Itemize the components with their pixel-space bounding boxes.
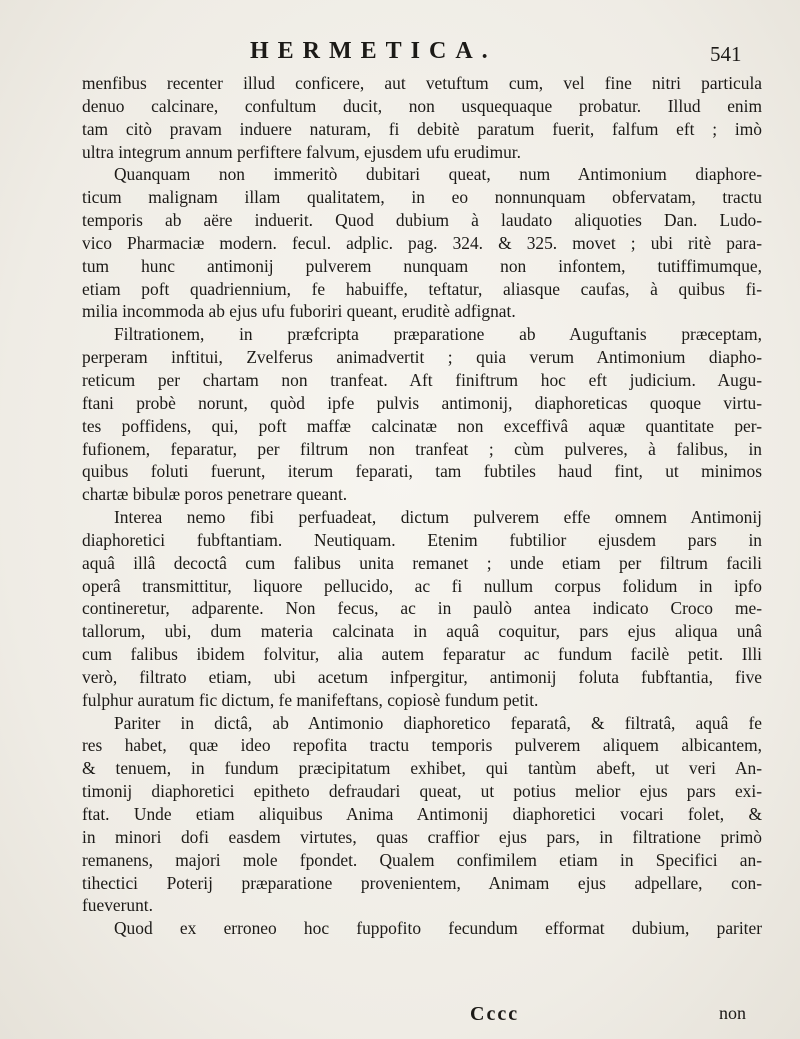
text-line: temporis ab aëre induerit. Quod dubium à laudato aliquoties Dan. Ludo- (82, 210, 762, 231)
text-line: reticum per chartam non tranfeat. Aft finiftrum hoc eft judicium. Augu- (82, 369, 762, 390)
text-line: diaphoretici fubftantiam. Neutiquam. Etenim fubtilior ejusdem pars in (82, 529, 762, 550)
text-line: tallorum, ubi, dum materia calcinata in aquâ coquitur, pars ejus aliqua unâ (82, 621, 762, 642)
text-line: milia incommoda ab ejus ufu fuboriri queant, eruditè adfignat. (82, 301, 516, 322)
text-line: etiam poft quadriennium, fe habuiffe, teftatur, aliasque caufas, à quibus fi- (82, 278, 762, 299)
text-line: tes poffidens, qui, poft maffæ calcinatæ non exceffivâ aquæ quantitate per- (82, 415, 762, 436)
running-title: HERMETICA. (250, 38, 497, 64)
text-line: in minori dofi easdem virtutes, quas craffior ejus pars, in filtratione primò (82, 826, 762, 847)
text-line: ftani probè norunt, quòd ipfe pulvis antimonij, diaphoreticas quoque virtu- (82, 392, 762, 413)
paragraph-start-line: Pariter in dictâ, ab Antimonio diaphoretico feparatâ, & filtratâ, aquâ fe (114, 712, 762, 733)
catchword: non (719, 1003, 746, 1023)
text-line: tam citò pravam induere naturam, fi debitè paratum fuerit, falfum eft ; imò (82, 118, 762, 139)
paragraph-start-line: Filtrationem, in præfcripta præparatione ab Auguftanis præceptam, (114, 324, 762, 345)
text-line: fulphur auratum fic dictum, fe manifeftans, copiosè fundum petit. (82, 689, 539, 710)
signature-mark: Cccc (470, 1003, 520, 1025)
text-line: timonij diaphoretici epitheto defraudari queat, ut potius melior ejus pars exi- (82, 781, 762, 802)
text-line: perperam inftitui, Zvelferus animadvertit ; quia verum Antimonium diapho- (82, 347, 762, 368)
page-number: 541 (710, 42, 742, 66)
paragraph-start-line: Quanquam non immeritò dubitari queat, num Antimonium diaphore- (114, 164, 762, 185)
paragraph-start-line: Quod ex erroneo hoc fuppofito fecundum efformat dubium, pariter (114, 918, 762, 939)
text-line: chartæ bibulæ poros penetrare queant. (82, 484, 348, 505)
text-line: res habet, quæ ideo repofita tractu temporis pulverem aliquem albicantem, (82, 735, 762, 756)
text-line: denuo calcinare, confultum ducit, non usquequaque probatur. Illud enim (82, 95, 762, 116)
paragraph-start-line: Interea nemo fibi perfuadeat, dictum pulverem effe omnem Antimonij (114, 507, 762, 528)
text-line: cum falibus ibidem folvitur, alia autem feparatur ac fundum facilè petit. Illi (82, 644, 762, 665)
text-line: vico Pharmaciæ modern. fecul. adplic. pag. 324. & 325. movet ; ubi ritè para- (82, 232, 762, 253)
text-line: ticum malignam illam qualitatem, in eo nonnunquam obfervatam, tractu (82, 187, 762, 208)
text-line: ftat. Unde etiam aliquibus Anima Antimonij diaphoretici vocari folet, & (82, 804, 762, 824)
text-line: ultra integrum annum perfiftere falvum, ejusdem ufu erudimur. (82, 141, 521, 162)
text-line: tihectici Poterij præparatione provenientem, Animam ejus adpellare, con- (82, 872, 762, 893)
text-line: contineretur, adparente. Non fecus, ac in paulò antea indicato Croco me- (82, 598, 762, 619)
body-text (82, 72, 762, 940)
text-line: & tenuem, in fundum præcipitatum exhibet, qui tantùm abeft, ut veri An- (82, 758, 762, 779)
text-line: remanens, majori mole fpondet. Qualem confimilem etiam in Specifici an- (82, 849, 762, 870)
text-line: verò, filtrato etiam, ubi acetum infpergitur, antimonij foluta fubftantia, five (82, 666, 762, 687)
text-line: fueverunt. (82, 895, 153, 916)
text-line: tum hunc antimonij pulverem nunquam non infontem, tutiffimumque, (82, 255, 762, 276)
text-line: aquâ illâ decoctâ cum falibus unita remanet ; unde etiam per filtrum facili (82, 552, 762, 573)
page-footer (0, 1003, 800, 1029)
text-line: operâ transmittitur, liquore pellucido, ac fi nullum corpus folidum in ipfo (82, 575, 762, 596)
text-line: menfibus recenter illud conficere, aut vetuftum cum, vel fine nitri particula (82, 73, 762, 93)
page-header (0, 38, 800, 72)
text-line: fufionem, feparatur, per filtrum non tranfeat ; cùm pulveres, à falibus, in (82, 438, 762, 459)
text-line: quibus foluti fuerunt, iterum feparati, tam fubtiles haud fint, ut minimos (82, 461, 762, 482)
